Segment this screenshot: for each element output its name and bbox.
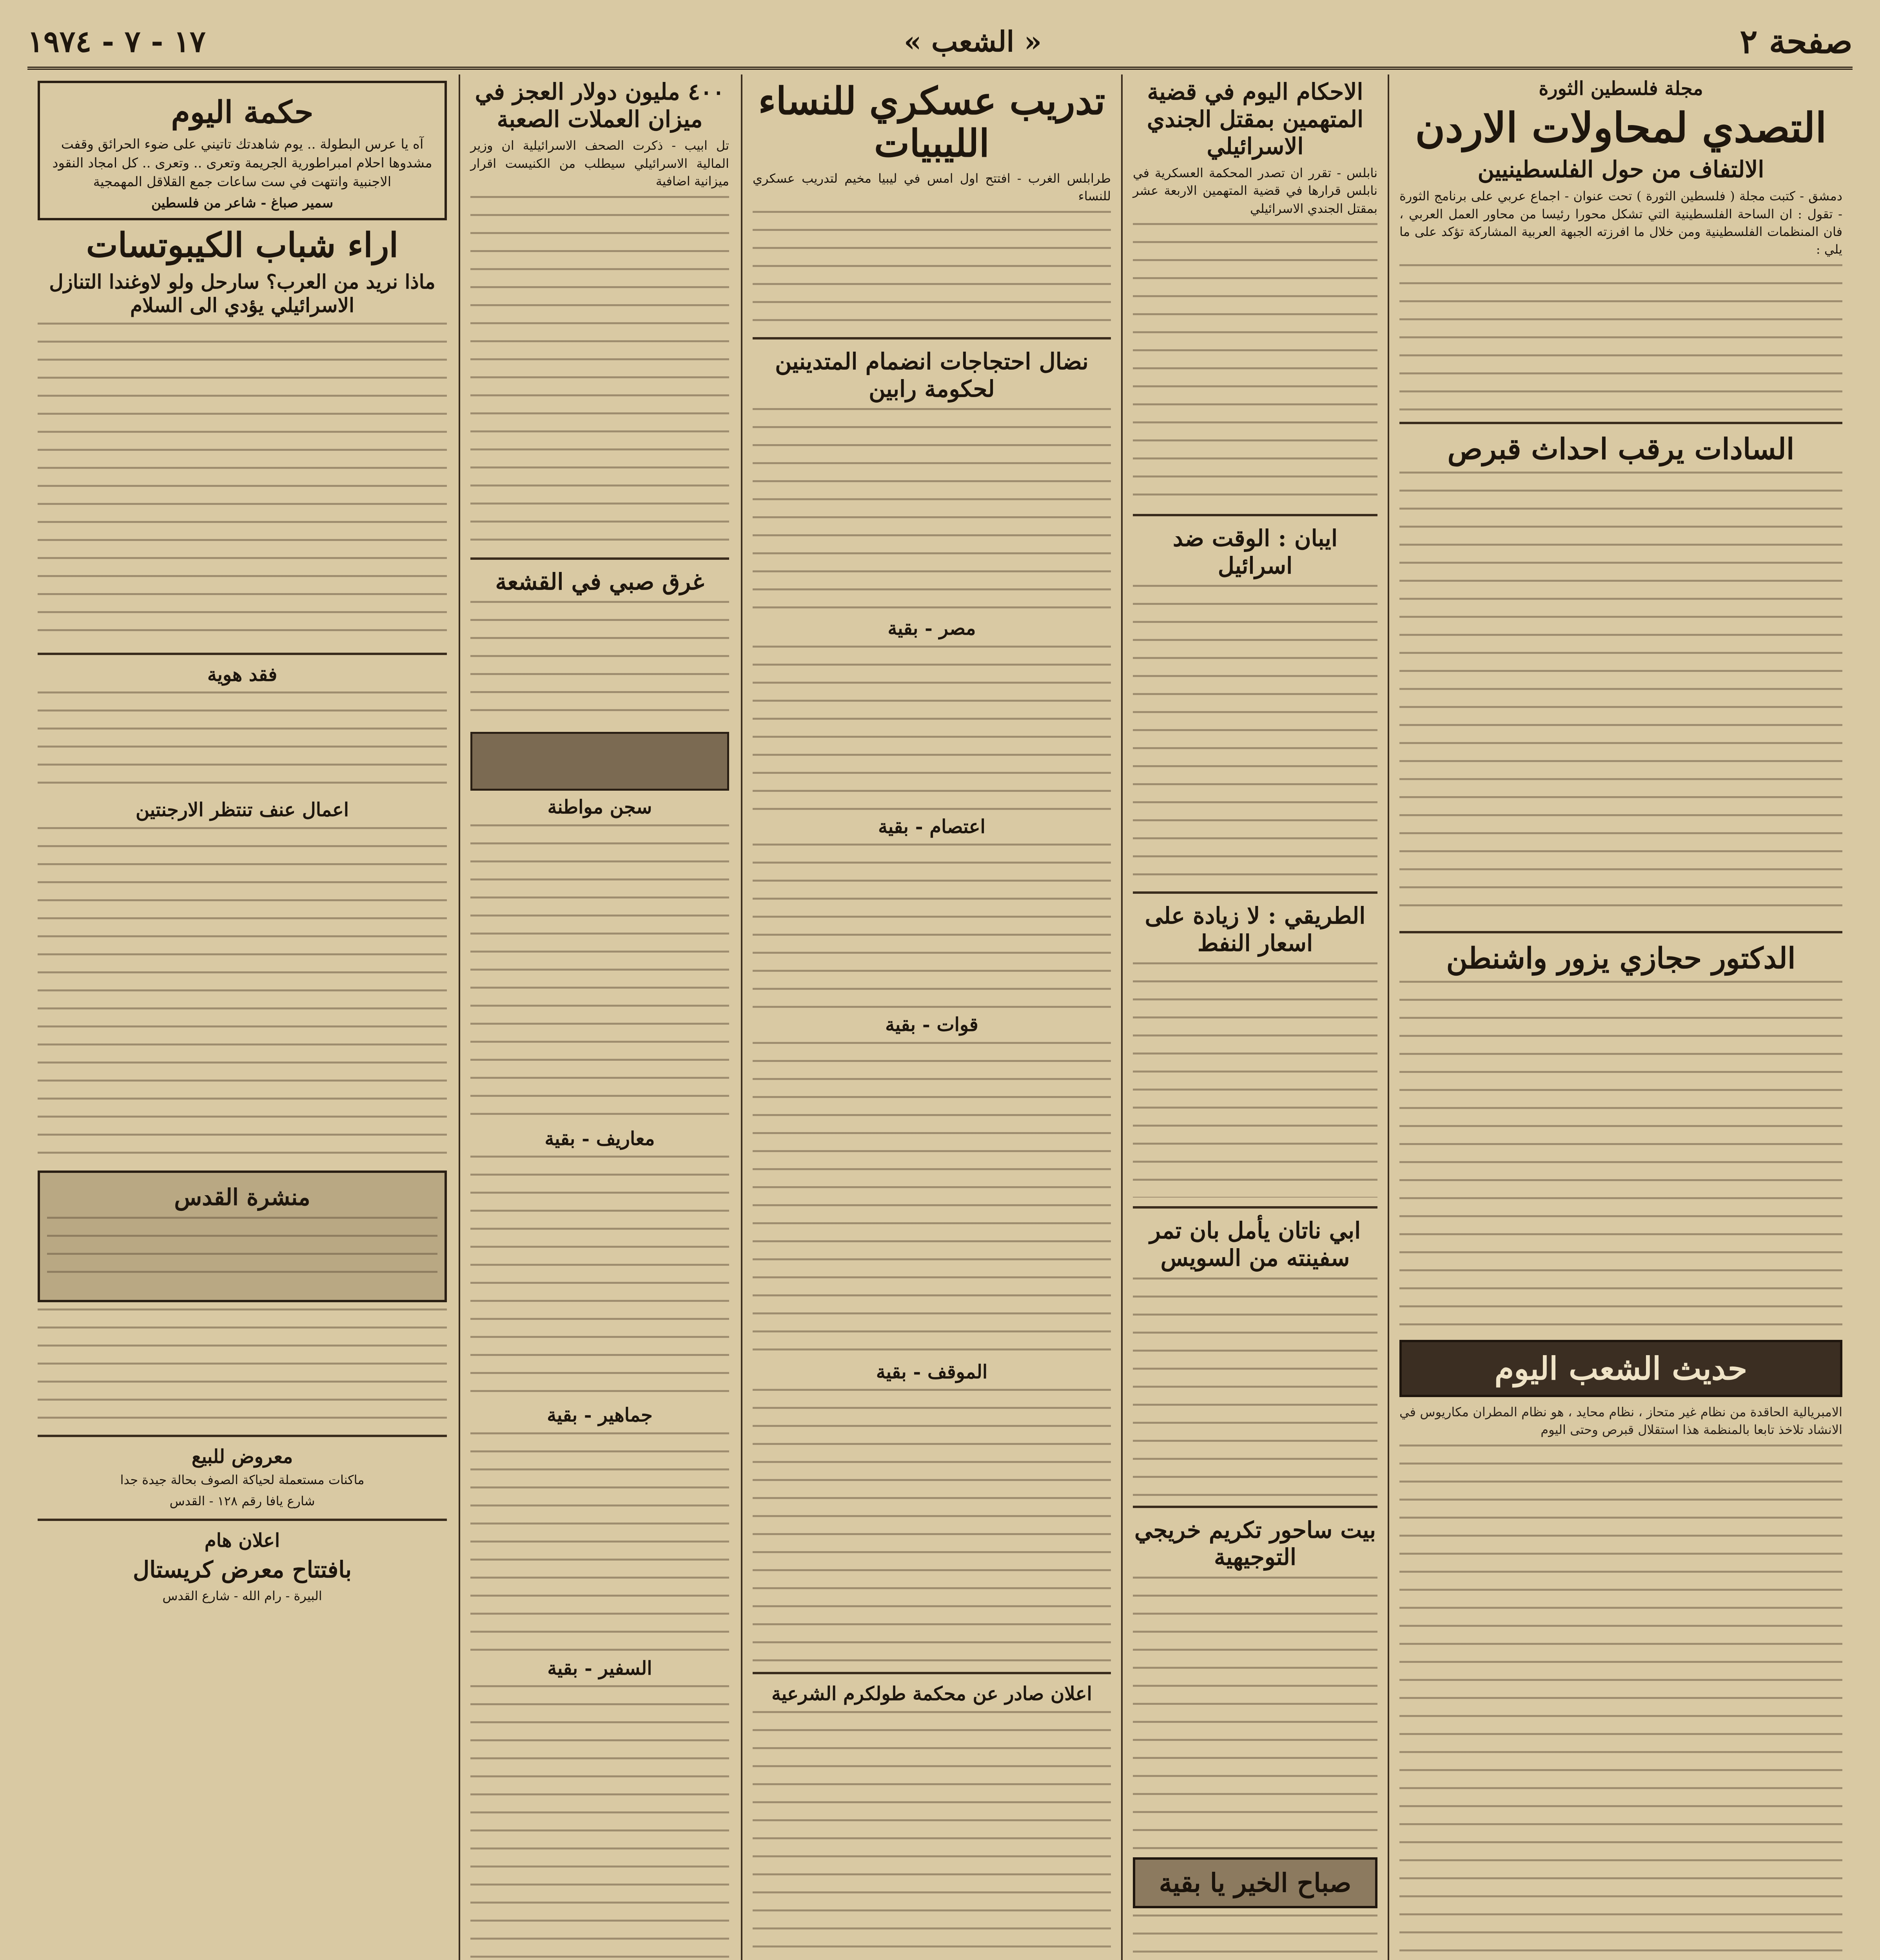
classified-title: معروض للبيع bbox=[191, 1445, 293, 1468]
column-1 bbox=[1389, 74, 1853, 1960]
article-text bbox=[753, 1389, 1111, 1663]
headline-libya: تدريب عسكري للنساء الليبيات bbox=[758, 79, 1105, 165]
editorial-text bbox=[1399, 1445, 1842, 1960]
article-text bbox=[470, 1156, 729, 1399]
headline-ambassador: السفير - بقية bbox=[547, 1657, 652, 1679]
headline-sitin: اعتصام - بقية bbox=[878, 815, 985, 838]
notice-title: اعلان هام bbox=[204, 1530, 280, 1552]
sawmill-ad bbox=[38, 1171, 447, 1302]
notice-text: بافتتاح معرض كريستال bbox=[132, 1556, 352, 1583]
article-text bbox=[470, 1685, 729, 1960]
article-text bbox=[753, 408, 1111, 612]
headline-rabin: نضال احتجاجات انضمام المتدينين لحكومة رابين bbox=[775, 348, 1089, 402]
article-text bbox=[470, 1432, 729, 1652]
article-lead: دمشق - كتبت مجلة ( فلسطين الثورة ) تحت عنوان - اجماع عربي على برنامج الثورة - تقول : ان الساحة الفلسطينية التي تشكل محورا رئيسا من محاور العمل العربي ، فان المنظمات الفلسطينية ومن خلال ما افرزته الجبهة العربية المشاركة تؤكد على ما يلي : bbox=[1399, 189, 1842, 257]
article-text bbox=[470, 601, 729, 726]
headline-kibbutz: اراء شباب الكيبوتسات bbox=[86, 225, 399, 265]
article-text bbox=[1399, 981, 1842, 1334]
headline-jordan: التصدي لمحاولات الاردن bbox=[1415, 103, 1827, 152]
headline-masses: جماهير - بقية bbox=[547, 1404, 653, 1426]
article-text bbox=[753, 211, 1111, 328]
classified-address: شارع يافا رقم ١٢٨ - القدس bbox=[169, 1493, 315, 1508]
article-text bbox=[1133, 1577, 1377, 1851]
headline-deficit: ٤٠٠ مليون دولار العجز في ميزان العملات الصعبة bbox=[475, 78, 725, 132]
headline-drowning: غرق صبي في القشعة bbox=[495, 568, 704, 595]
article-text bbox=[38, 691, 447, 793]
article-text bbox=[1133, 1278, 1377, 1497]
headline-lost-id: فقد هوية bbox=[207, 663, 278, 686]
column-2 bbox=[1123, 74, 1388, 1960]
ad-text bbox=[47, 1217, 437, 1287]
headline-prison: سجن مواطنة bbox=[547, 796, 652, 818]
headline-maariv: معاريف - بقية bbox=[544, 1127, 655, 1150]
headline-natan: ابي ناتان يأمل بان تمر سفينته من السويس bbox=[1149, 1217, 1361, 1272]
article-text bbox=[1399, 472, 1842, 922]
article-text bbox=[1133, 223, 1377, 505]
article-text bbox=[753, 646, 1111, 810]
column-5 bbox=[27, 74, 457, 1960]
headline-position: الموقف - بقية bbox=[876, 1361, 988, 1383]
column-banner: صباح الخير يا بقية bbox=[1133, 1857, 1377, 1908]
article-text bbox=[470, 824, 729, 1122]
headline-sadat: السادات يرقب احداث قبرص bbox=[1447, 432, 1795, 466]
headline-beit-sahour: بيت ساحور تكريم خريجي التوجيهية bbox=[1134, 1516, 1376, 1571]
article-text bbox=[1133, 962, 1377, 1198]
notice-address: البيرة - رام الله - شارع القدس bbox=[162, 1588, 322, 1604]
article-text bbox=[753, 1042, 1111, 1356]
headline-eban: ايبان : الوقت ضد اسرائيل bbox=[1172, 525, 1338, 579]
article-lead: نابلس - تقرر ان تصدر المحكمة العسكرية في نابلس قرارها في قضية المتهمين الاربعة عشر بمقتل الجندي الاسرائيلي bbox=[1133, 165, 1377, 216]
editorial-banner: حديث الشعب اليوم bbox=[1399, 1340, 1842, 1397]
article-lead: طرابلس الغرب - افتتح اول امس في ليبيا مخيم لتدريب عسكري للنساء bbox=[753, 171, 1111, 204]
article-text bbox=[1133, 1915, 1377, 1960]
sawmill-ad-title: منشرة القدس bbox=[174, 1183, 310, 1210]
subheadline: الالتفاف من حول الفلسطينيين bbox=[1477, 156, 1764, 183]
editorial-lead: الامبريالية الحاقدة من نظام غير متحاز ، نظام محايد ، هو نظام المطران مكاريوس في الانشاد تلاخذ تابعا بالمنظمة هذا استقلال قبرص وحتى اليوم bbox=[1399, 1405, 1842, 1437]
headline-verdict: الاحكام اليوم في قضية المتهمين بمقتل الجندي الاسرائيلي bbox=[1147, 78, 1364, 160]
page-number: صفحة ٢ bbox=[1740, 22, 1853, 61]
section-logo bbox=[470, 732, 729, 791]
masthead bbox=[27, 16, 1853, 70]
headline-argentina: اعمال عنف تنتظر الارجنتين bbox=[136, 799, 349, 821]
article-text bbox=[38, 323, 447, 644]
article-text bbox=[1133, 585, 1377, 883]
article-text bbox=[470, 196, 729, 549]
headline-egypt: مصر - بقية bbox=[887, 617, 976, 640]
article-kicker: مجلة فلسطين الثورة bbox=[1539, 78, 1703, 100]
article-text bbox=[38, 1308, 447, 1426]
headline-hijazi: الدكتور حجازي يزور واشنطن bbox=[1446, 941, 1796, 975]
wisdom-signature: سمير صباغ - شاعر من فلسطين bbox=[151, 195, 334, 211]
wisdom-title: حكمة اليوم bbox=[171, 94, 314, 130]
notice-text bbox=[753, 1711, 1111, 1960]
subheadline-kibbutz: ماذا نريد من العرب؟ سارحل ولو لاوغندا التنازل الاسرائيلي يؤدي الى السلام bbox=[49, 270, 436, 317]
court-notice-title: اعلان صادر عن محكمة طولكرم الشرعية bbox=[771, 1683, 1092, 1705]
article-text bbox=[38, 827, 447, 1164]
classified-text: ماكنات مستعملة لحياكة الصوف بحالة جيدة جدا bbox=[120, 1472, 365, 1488]
column-3 bbox=[742, 74, 1121, 1960]
issue-date: ١٧ - ٧ - ١٩٧٤ bbox=[27, 24, 206, 59]
headline-forces: قوات - بقية bbox=[885, 1014, 978, 1036]
wisdom-box bbox=[38, 81, 447, 220]
headline-oil: الطريقي : لا زيادة على اسعار النفط bbox=[1145, 902, 1366, 956]
column-4 bbox=[460, 74, 739, 1960]
article-lead: تل ابيب - ذكرت الصحف الاسرائيلية ان وزير المالية الاسرائيلي سيطلب من الكنيست اقرار ميزانية اضافية bbox=[470, 138, 729, 189]
article-text bbox=[1399, 264, 1842, 413]
wisdom-text: آه يا عرس البطولة .. يوم شاهدتك تاتيني على ضوء الحرائق وقفت مشدوها احلام امبراطورية الجريمة وتعرى .. وتعرى .. كل امجاد النقود الاجنبية وانتهت في ست ساعات جمع القلاقل المهمجية bbox=[52, 136, 432, 190]
paper-name: « الشعب » bbox=[904, 24, 1042, 58]
article-text bbox=[753, 844, 1111, 1008]
